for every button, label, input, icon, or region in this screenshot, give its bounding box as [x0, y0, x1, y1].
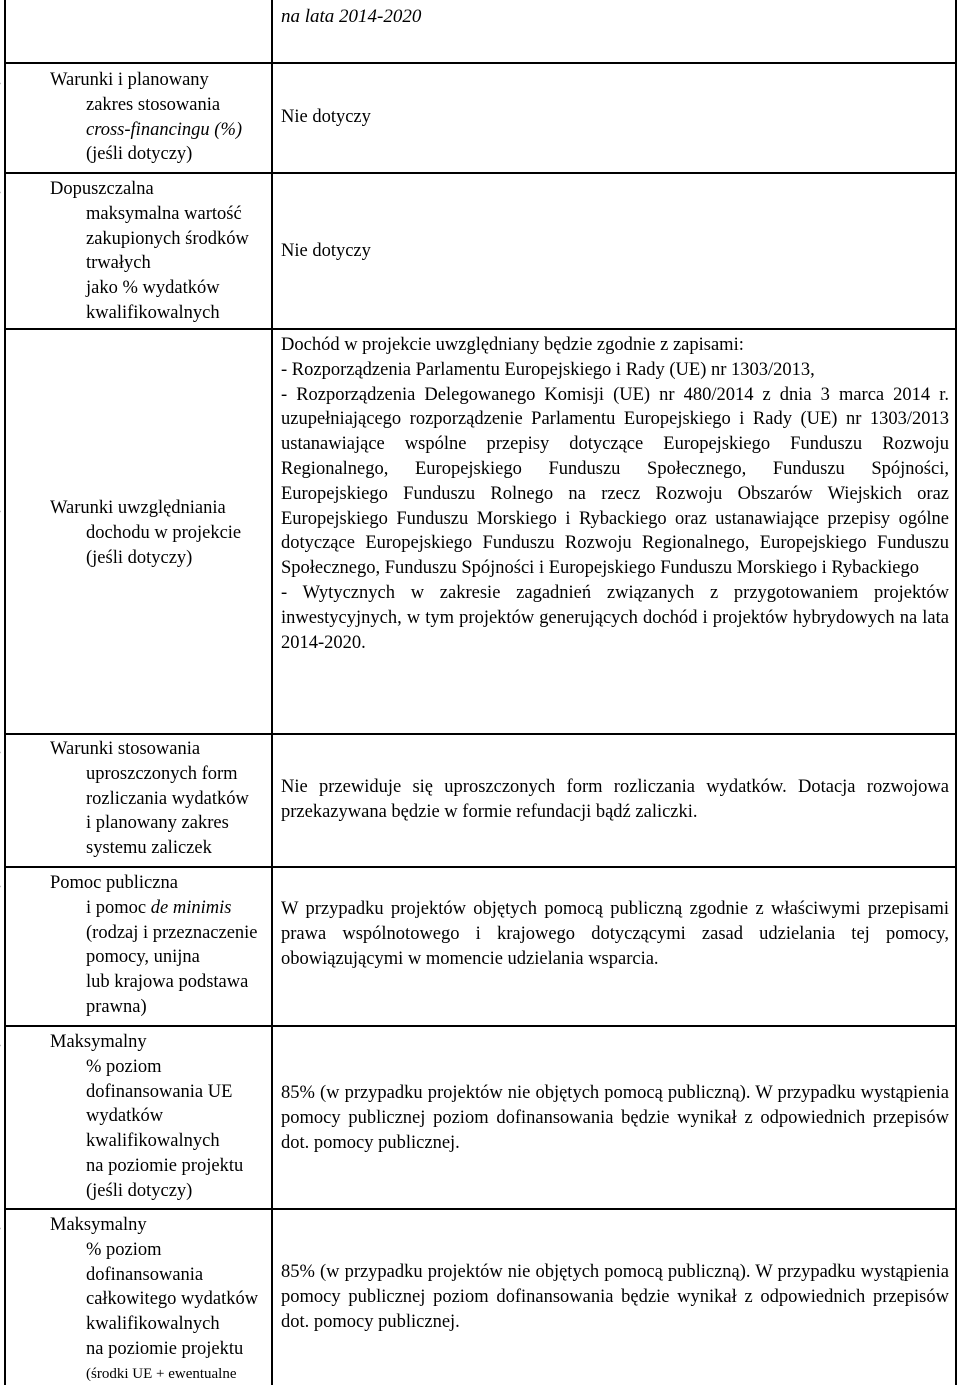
row-25-value: 85% (w przypadku projektów nie objętych pomocą publiczną). W przypadku wystąpienia pomocy publicznej poziom dofinansowania będzie wynikał z odpowiednich przepisów dot. pomocy publicznej. — [281, 1083, 949, 1153]
row-divider — [4, 172, 957, 174]
row-20-label: Warunki i planowany zakres stosowania cross-financingu (%) (jeśli dotyczy) — [14, 68, 264, 167]
row-22-label: Warunki uwzględniania dochodu w projekcie (jeśli dotyczy) — [14, 496, 264, 570]
row-25-label: Maksymalny % poziom dofinansowania UE wydatków kwalifikowalnych na poziomie projektu (jeśli dotyczy) — [14, 1030, 264, 1204]
row-divider — [4, 866, 957, 868]
row-divider — [4, 733, 957, 735]
row-26-value: 85% (w przypadku projektów nie objętych pomocą publiczną). W przypadku wystąpienia pomocy publicznej poziom dofinansowania będzie wynikał z odpowiednich przepisów dot. pomocy publicznej. — [281, 1262, 949, 1332]
row-26-label: Maksymalny % poziom dofinansowania całkowitego wydatków kwalifikowalnych na poziomie projektu (środki UE + ewentualne — [14, 1213, 264, 1387]
row-number — [14, 1030, 50, 1055]
row-21-label: Dopuszczalna maksymalna wartość zakupionych środków trwałych jako % wydatków kwalifikowalnych — [14, 177, 264, 326]
row-divider — [4, 62, 957, 64]
header-continuation: na lata 2014-2020 — [281, 6, 422, 27]
row-21-value: Nie dotyczy — [281, 241, 371, 261]
row-divider — [4, 1025, 957, 1027]
column-divider — [271, 0, 273, 1385]
row-22-value: Dochód w projekcie uwzględniany będzie zgodnie z zapisami: - Rozporządzenia Parlamentu Europejskiego i Rady (UE) nr 1303/2013, - Rozporządzenia Delegowanego Komisji (UE) nr 480/2014 z dnia 3 marca 2014 r. uzupełniającego rozporządzenie Parlamentu Europejskiego i Rady (UE) nr 1303/2013 ustanawiające wspólne przepisy dotyczące Europejskiego Funduszu Rozwoju Regionalnego, Europejskiego Funduszu Społecznego, Funduszu Spójności, Europejskiego Funduszu Rolnego na rzecz Rozwoju Obszarów Wiejskich oraz Europejskiego Funduszu Morskiego i Rybackiego oraz ustanawiające przepisy ogólne dotyczące Europejskiego Funduszu Rozwoju Regionalnego, Europejskiego Funduszu Społecznego, Funduszu Spójności i Europejskiego Funduszu Morskiego i Rybackiego - Wytycznych w zakresie zagadnień związanych z przygotowaniem projektów inwestycyjnych, w tym projektów generujących dochód i projektów hybrydowych na lata 2014-2020. — [281, 335, 949, 653]
row-20-value: Nie dotyczy — [281, 107, 371, 127]
row-number — [14, 871, 50, 896]
row-divider — [4, 1208, 957, 1210]
row-number — [14, 737, 50, 762]
row-23-value: Nie przewiduje się uproszczonych form rozliczania wydatków. Dotacja rozwojowa przekazywana będzie w formie refundacji bądź zaliczki. — [281, 777, 949, 822]
row-divider — [4, 328, 957, 330]
row-number — [14, 1213, 50, 1238]
row-24-value: W przypadku projektów objętych pomocą publiczną zgodnie z właściwymi przepisami prawa wspólnotowego i krajowego dotyczącymi zasad udzielania tej pomocy, obowiązującymi w momencie udzielania wsparcia. — [281, 899, 949, 969]
row-number — [14, 177, 50, 202]
row-number — [14, 68, 50, 93]
row-number — [14, 496, 50, 521]
row-23-label: Warunki stosowania uproszczonych form rozliczania wydatków i planowany zakres systemu zaliczek — [14, 737, 264, 861]
row-24-label: Pomoc publiczna i pomoc de minimis (rodzaj i przeznaczenie pomocy, unijna lub krajowa podstawa prawna) — [14, 871, 264, 1020]
